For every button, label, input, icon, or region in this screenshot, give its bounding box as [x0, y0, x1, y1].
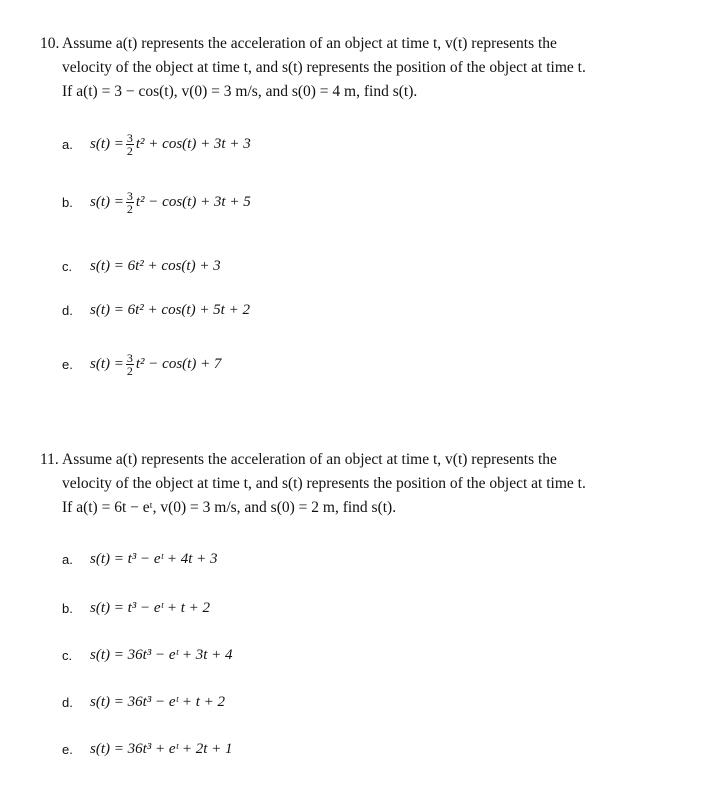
- problem-number: 11.: [40, 451, 59, 468]
- expr-rest: t² − cos(t) + 3t + 5: [135, 194, 251, 210]
- expr-rest: t³ − eᵗ + t + 2: [127, 600, 211, 616]
- fraction-numerator: 3: [126, 351, 133, 365]
- choice-b[interactable]: [62, 600, 210, 617]
- choice-expression: [90, 258, 221, 275]
- choice-expression: [90, 352, 221, 377]
- expr-rest: 6t² + cos(t) + 5t + 2: [127, 302, 250, 318]
- expr-rest: t³ − eᵗ + 4t + 3: [127, 551, 218, 567]
- expr-lhs: s(t) =: [90, 600, 124, 616]
- choice-letter: c.: [62, 648, 73, 663]
- stem-line: velocity of the object at time t, and s(t) represents the position of the object at time t.: [62, 59, 586, 76]
- expr-lhs: s(t) =: [90, 258, 124, 274]
- fraction-numerator: 3: [126, 131, 133, 145]
- choice-a[interactable]: [62, 132, 251, 157]
- choice-letter: e.: [62, 357, 73, 372]
- choice-letter: d.: [62, 303, 73, 318]
- stem-line: Assume a(t) represents the acceleration of an object at time t, v(t) represents the: [62, 451, 557, 468]
- expr-lhs: s(t) =: [90, 694, 124, 710]
- expr-lhs: s(t) =: [90, 551, 124, 567]
- stem-line: If a(t) = 3 − cos(t), v(0) = 3 m/s, and s(0) = 4 m, find s(t).: [62, 83, 418, 100]
- expr-lhs: s(t) =: [90, 302, 124, 318]
- choice-letter: c.: [62, 259, 73, 274]
- choice-d[interactable]: [62, 694, 225, 711]
- expr-rest: t² + cos(t) + 3t + 3: [135, 136, 251, 152]
- choice-expression: [90, 647, 233, 664]
- fraction-denominator: 2: [126, 202, 133, 216]
- expr-lhs: s(t) =: [90, 356, 124, 372]
- choice-a[interactable]: [62, 551, 218, 568]
- stem-line: velocity of the object at time t, and s(t) represents the position of the object at time t.: [62, 475, 586, 492]
- choice-expression: [90, 302, 250, 319]
- fraction-denominator: 2: [126, 144, 133, 158]
- choice-expression: [90, 551, 218, 568]
- problem-number: 10.: [40, 35, 60, 52]
- choice-b[interactable]: [62, 190, 251, 215]
- choice-letter: b.: [62, 195, 73, 210]
- choice-c[interactable]: [62, 258, 221, 275]
- choice-letter: a.: [62, 552, 73, 567]
- fraction: [126, 352, 134, 377]
- problem-stem: [40, 448, 680, 520]
- choice-expression: [90, 741, 233, 758]
- choice-e[interactable]: [62, 741, 233, 758]
- expr-lhs: s(t) =: [90, 741, 124, 757]
- choice-letter: a.: [62, 137, 73, 152]
- choice-c[interactable]: [62, 647, 233, 664]
- expr-lhs: s(t) =: [90, 647, 124, 663]
- expr-rest: 36t³ + eᵗ + 2t + 1: [127, 741, 233, 757]
- expr-rest: 6t² + cos(t) + 3: [127, 258, 221, 274]
- choice-expression: [90, 190, 251, 215]
- choice-d[interactable]: [62, 302, 250, 319]
- expr-rest: t² − cos(t) + 7: [135, 356, 222, 372]
- fraction-denominator: 2: [126, 364, 133, 378]
- fraction: [126, 132, 134, 157]
- expr-lhs: s(t) =: [90, 194, 124, 210]
- fraction: [126, 190, 134, 215]
- problem-stem: [40, 32, 680, 104]
- stem-line: Assume a(t) represents the acceleration of an object at time t, v(t) represents the: [62, 35, 557, 52]
- choice-letter: d.: [62, 695, 73, 710]
- stem-line: If a(t) = 6t − eᵗ, v(0) = 3 m/s, and s(0) = 2 m, find s(t).: [62, 499, 397, 516]
- choice-e[interactable]: [62, 352, 221, 377]
- choice-expression: [90, 694, 225, 711]
- expr-rest: 36t³ − eᵗ + t + 2: [127, 694, 226, 710]
- expr-rest: 36t³ − eᵗ + 3t + 4: [127, 647, 233, 663]
- choice-expression: [90, 600, 210, 617]
- choice-letter: b.: [62, 601, 73, 616]
- fraction-numerator: 3: [126, 189, 133, 203]
- choice-expression: [90, 132, 251, 157]
- expr-lhs: s(t) =: [90, 136, 124, 152]
- choice-letter: e.: [62, 742, 73, 757]
